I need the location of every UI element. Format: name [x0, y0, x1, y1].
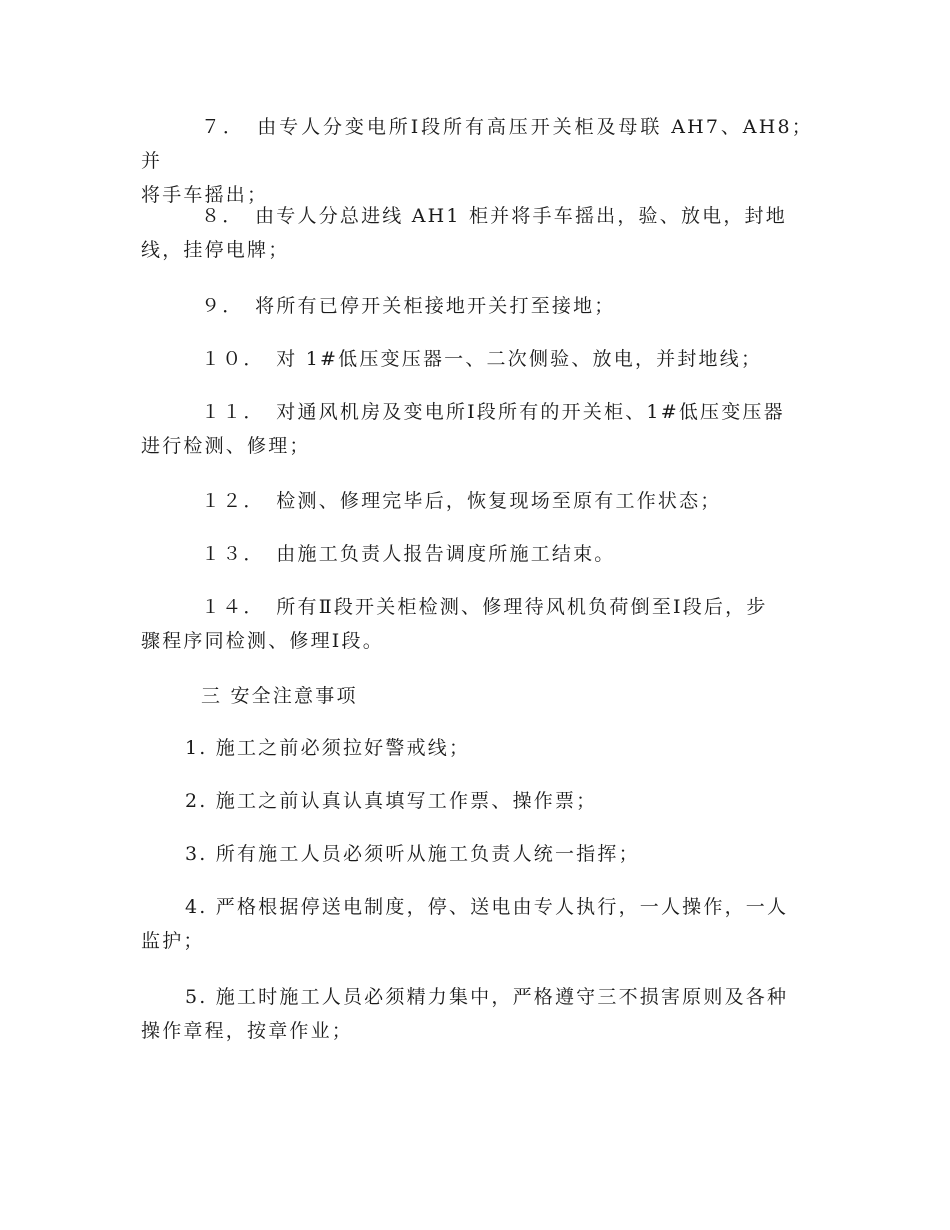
step-8-line-2: 线，挂停电牌； [141, 239, 290, 261]
safety-4-line-2: 监护； [141, 930, 205, 952]
step-10-paragraph [141, 342, 813, 376]
step-9-line-1: ９． 将所有已停开关柜接地开关打至接地； [201, 295, 616, 317]
step-14-line-2: 骤程序同检测、修理Ⅰ段。 [141, 630, 384, 652]
step-8-paragraph [141, 199, 813, 267]
safety-5-line-2: 操作章程，按章作业； [141, 1020, 354, 1042]
safety-1-paragraph [141, 731, 813, 765]
section-heading-text: 三 安全注意事项 [201, 685, 358, 707]
step-9-paragraph [141, 289, 813, 323]
step-12-line-1: １２． 检测、修理完毕后，恢复现场至原有工作状态； [201, 490, 722, 512]
safety-2-line-1: 2. 施工之前认真认真填写工作票、操作票； [185, 790, 598, 812]
step-13-paragraph [141, 537, 813, 571]
step-8-line-1: ８． 由专人分总进线 AH1 柜并将手车摇出，验、放电，封地 [201, 205, 787, 227]
step-7-line-1: ７． 由专人分变电所Ⅰ段所有高压开关柜及母联 AH7、AH8；并 [141, 116, 813, 172]
step-11-line-2: 进行检测、修理； [141, 435, 311, 457]
step-10-line-1: １０． 对 1#低压变压器一、二次侧验、放电，并封地线； [201, 348, 763, 370]
safety-4-paragraph [141, 890, 813, 958]
step-11-line-1: １１． 对通风机房及变电所Ⅰ段所有的开关柜、1#低压变压器 [201, 401, 785, 423]
safety-5-line-1: 5. 施工时施工人员必须精力集中，严格遵守三不损害原则及各种 [185, 986, 789, 1008]
safety-2-paragraph [141, 784, 813, 818]
safety-3-line-1: 3. 所有施工人员必须听从施工负责人统一指挥； [185, 843, 640, 865]
step-13-line-1: １３． 由施工负责人报告调度所施工结束。 [201, 543, 616, 565]
safety-4-line-1: 4. 严格根据停送电制度，停、送电由专人执行，一人操作，一人 [185, 896, 789, 918]
step-14-line-1: １４． 所有Ⅱ段开关柜检测、修理待风机负荷倒至Ⅰ段后，步 [201, 596, 768, 618]
safety-3-paragraph [141, 837, 813, 871]
step-14-paragraph [141, 590, 813, 658]
safety-1-line-1: 1. 施工之前必须拉好警戒线； [185, 737, 471, 759]
step-7-paragraph [141, 110, 813, 212]
section-3-heading [141, 679, 813, 713]
safety-5-paragraph [141, 980, 813, 1048]
step-11-paragraph [141, 395, 813, 463]
step-7-line-2: 将手车摇出； [141, 184, 269, 206]
step-12-paragraph [141, 484, 813, 518]
